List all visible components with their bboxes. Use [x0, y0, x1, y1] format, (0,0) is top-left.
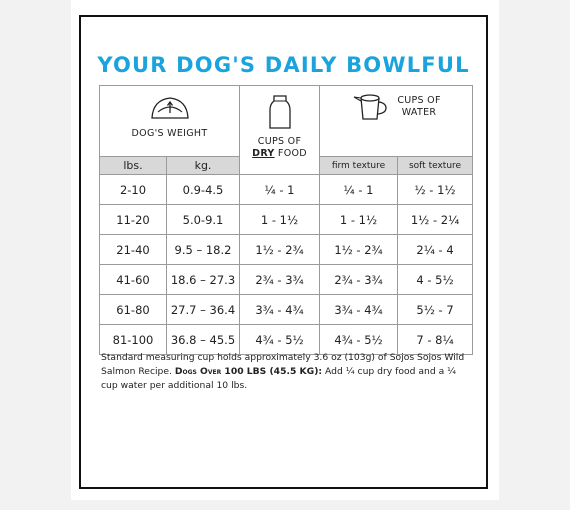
- lbs-cell: 21-40: [100, 235, 167, 265]
- soft-water-cell: 4 - 5½: [398, 265, 473, 295]
- measuring-cup-icon: [351, 92, 389, 122]
- kg-cell: 5.0-9.1: [167, 205, 240, 235]
- food-label-rest: FOOD: [274, 148, 307, 159]
- lbs-header: lbs.: [100, 157, 167, 175]
- table-row: [100, 295, 473, 325]
- footnote-text: Standard measuring cup holds approximately 3.6 oz (103g) of Sojos Sojos Wild Salmon Recipe.: [101, 352, 465, 377]
- firm-water-cell: 2¾ - 3¾: [320, 265, 398, 295]
- water-header: [320, 86, 473, 157]
- firm-water-cell: 1 - 1½: [320, 205, 398, 235]
- lbs-cell: 81-100: [100, 325, 167, 355]
- table-row: [100, 265, 473, 295]
- table-row: [100, 205, 473, 235]
- soft-water-cell: 5½ - 7: [398, 295, 473, 325]
- dry-food-cell: 3¾ - 4¾: [240, 295, 320, 325]
- soft-water-cell: 2¼ - 4: [398, 235, 473, 265]
- dry-food-cell: 4¾ - 5½: [240, 325, 320, 355]
- kg-cell: 18.6 – 27.3: [167, 265, 240, 295]
- kg-cell: 27.7 – 36.4: [167, 295, 240, 325]
- dry-food-header: [240, 86, 320, 175]
- table-row: [100, 325, 473, 355]
- lbs-cell: 61-80: [100, 295, 167, 325]
- feeding-table: [99, 85, 473, 355]
- kg-cell: 9.5 – 18.2: [167, 235, 240, 265]
- firm-water-cell: 3¾ - 4¾: [320, 295, 398, 325]
- lbs-cell: 2-10: [100, 175, 167, 205]
- dogs-weight-label: DOG'S WEIGHT: [131, 128, 208, 139]
- dry-label: DRY: [252, 148, 275, 159]
- feeding-chart-card: [79, 15, 488, 489]
- soft-texture-header: soft texture: [398, 157, 473, 175]
- firm-water-cell: ¼ - 1: [320, 175, 398, 205]
- footnote-text-2: Add ¼ cup dry food and a ¼ cup water per additional 10 lbs.: [101, 366, 457, 391]
- water-label-line2: WATER: [401, 107, 437, 118]
- food-bag-icon: [269, 94, 291, 130]
- dry-food-cell: 1½ - 2¾: [240, 235, 320, 265]
- table-row: [100, 175, 473, 205]
- dry-food-cell: 2¾ - 3¾: [240, 265, 320, 295]
- kg-cell: 0.9-4.5: [167, 175, 240, 205]
- water-label-line1: CUPS OF: [397, 95, 441, 106]
- soft-water-cell: 1½ - 2¼: [398, 205, 473, 235]
- firm-water-cell: 1½ - 2¾: [320, 235, 398, 265]
- dry-food-cell: ¼ - 1: [240, 175, 320, 205]
- kg-cell: 36.8 – 45.5: [167, 325, 240, 355]
- firm-texture-header: firm texture: [320, 157, 398, 175]
- food-label-line1: CUPS OF: [257, 136, 302, 147]
- soft-water-cell: ½ - 1½: [398, 175, 473, 205]
- dogs-weight-header: [100, 86, 240, 157]
- footnote: [101, 351, 473, 393]
- table-row: [100, 235, 473, 265]
- kg-header: kg.: [167, 157, 240, 175]
- page-title: YOUR DOG'S DAILY BOWLFUL: [97, 53, 470, 77]
- lbs-cell: 11-20: [100, 205, 167, 235]
- firm-water-cell: 4¾ - 5½: [320, 325, 398, 355]
- soft-water-cell: 7 - 8¼: [398, 325, 473, 355]
- scale-icon: [149, 94, 191, 120]
- lbs-cell: 41-60: [100, 265, 167, 295]
- dry-food-cell: 1 - 1½: [240, 205, 320, 235]
- footnote-bold: Dogs Over 100 LBS (45.5 KG):: [174, 366, 323, 377]
